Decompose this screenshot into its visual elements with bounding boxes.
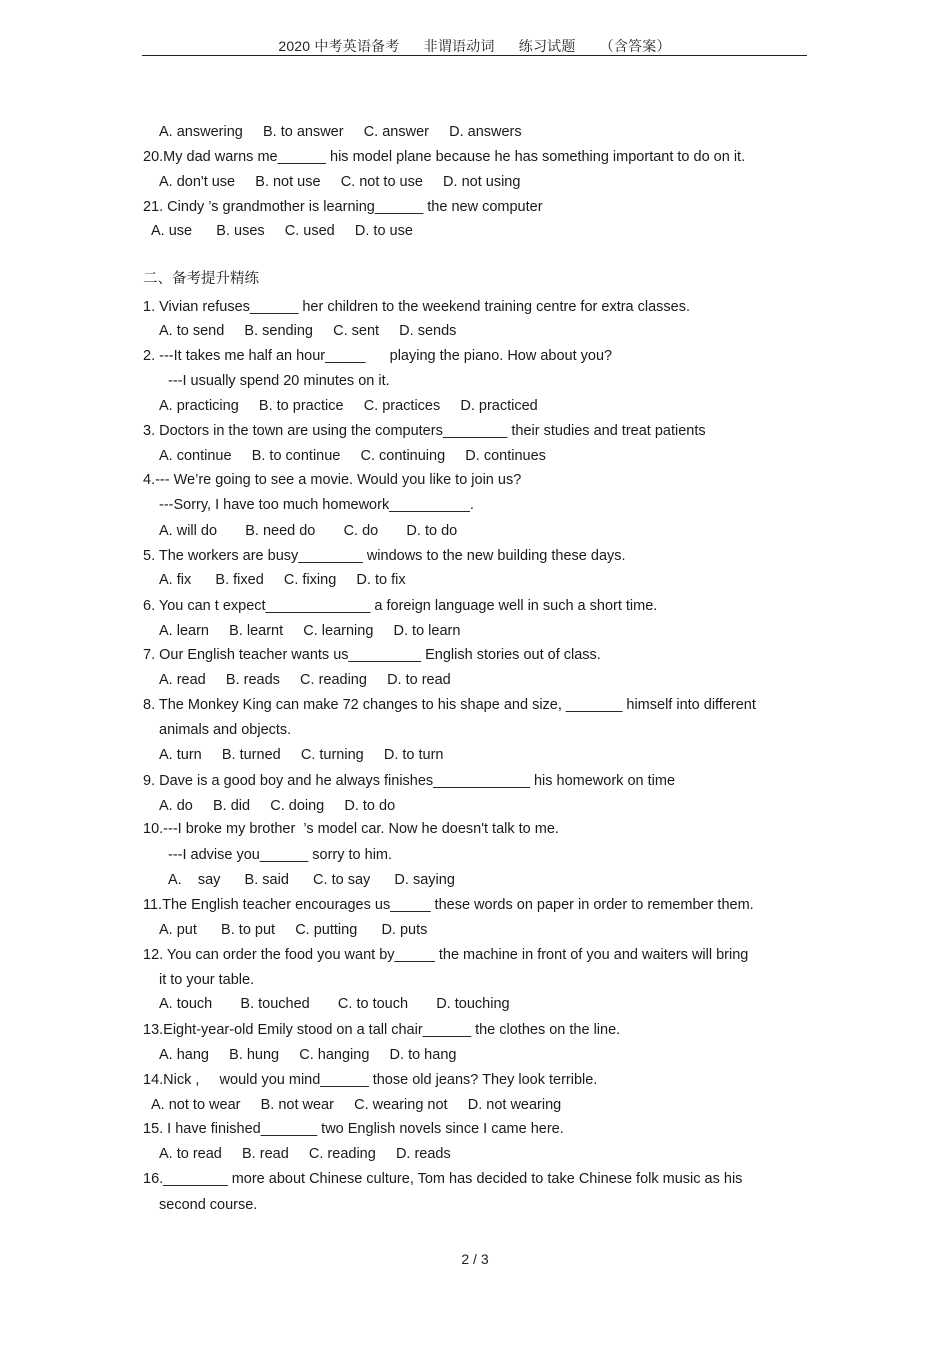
question-line: 8. The Monkey King can make 72 changes to his shape and size, _______ himself into different bbox=[143, 697, 756, 713]
options-line: A. will do B. need do C. do D. to do bbox=[159, 523, 458, 539]
options-line: A. to read B. read C. reading D. reads bbox=[159, 1146, 451, 1162]
question-line: 11.The English teacher encourages us_____ these words on paper in order to remember them. bbox=[143, 897, 754, 913]
question-line: 21. Cindy ’s grandmother is learning______ the new computer bbox=[143, 199, 543, 215]
options-line: A. learn B. learnt C. learning D. to learn bbox=[159, 623, 461, 639]
question-line: 5. The workers are busy________ windows to the new building these days. bbox=[143, 548, 626, 564]
question-line: 15. I have finished_______ two English novels since I came here. bbox=[143, 1121, 564, 1137]
options-line: A. say B. said C. to say D. saying bbox=[168, 872, 455, 888]
options-line: A. practicing B. to practice C. practices D. practiced bbox=[159, 398, 538, 414]
question-line: 6. You can t expect_____________ a foreign language well in such a short time. bbox=[143, 598, 658, 614]
question-line: 9. Dave is a good boy and he always finishes____________ his homework on time bbox=[143, 773, 676, 789]
question-line: 10.---I broke my brother ’s model car. Now he doesn't talk to me. bbox=[143, 821, 559, 837]
header-title: 2020 中考英语备考 bbox=[278, 38, 400, 54]
question-line: 16.________ more about Chinese culture, Tom has decided to take Chinese folk music as his bbox=[143, 1171, 743, 1187]
options-line: A. use B. uses C. used D. to use bbox=[151, 223, 413, 239]
question-line: it to your table. bbox=[159, 972, 255, 988]
question-line: 1. Vivian refuses______ her children to the weekend training centre for extra classes. bbox=[143, 299, 691, 315]
question-line: 7. Our English teacher wants us_________ English stories out of class. bbox=[143, 647, 601, 663]
question-line: 20.My dad warns me______ his model plane because he has something important to do on it. bbox=[143, 149, 746, 165]
options-line: A. continue B. to continue C. continuing D. continues bbox=[159, 448, 546, 464]
question-line: second course. bbox=[159, 1197, 258, 1213]
question-line: 4.--- We’re going to see a movie. Would you like to join us? bbox=[143, 472, 522, 488]
header-topic: 非谓语动词 bbox=[423, 38, 495, 54]
header-type: 练习试题 bbox=[518, 38, 576, 54]
options-line: A. read B. reads C. reading D. to read bbox=[159, 672, 451, 688]
options-line: A. answering B. to answer C. answer D. answers bbox=[159, 124, 522, 140]
section-heading: 二、备考提升精练 bbox=[143, 271, 259, 287]
page-number: 2 / 3 bbox=[461, 1251, 489, 1267]
question-line: 12. You can order the food you want by_____ the machine in front of you and waiters will bring bbox=[143, 947, 749, 963]
question-line: 2. ---It takes me half an hour_____ playing the piano. How about you? bbox=[143, 348, 613, 364]
options-line: A. put B. to put C. putting D. puts bbox=[159, 922, 428, 938]
options-line: A. to send B. sending C. sent D. sends bbox=[159, 323, 457, 339]
options-line: A. not to wear B. not wear C. wearing not D. not wearing bbox=[151, 1097, 562, 1113]
question-line: ---Sorry, I have too much homework__________. bbox=[159, 497, 474, 513]
header-rule bbox=[142, 55, 807, 56]
options-line: A. turn B. turned C. turning D. to turn bbox=[159, 747, 444, 763]
options-line: A. hang B. hung C. hanging D. to hang bbox=[159, 1047, 457, 1063]
question-line: ---I usually spend 20 minutes on it. bbox=[168, 373, 390, 389]
options-line: A. don't use B. not use C. not to use D. not using bbox=[159, 174, 521, 190]
question-line: 13.Eight-year-old Emily stood on a tall chair______ the clothes on the line. bbox=[143, 1022, 621, 1038]
page-header bbox=[142, 36, 807, 56]
options-line: A. touch B. touched C. to touch D. touching bbox=[159, 996, 510, 1012]
question-line: 14.Nick , would you mind______ those old jeans? They look terrible. bbox=[143, 1072, 598, 1088]
options-line: A. do B. did C. doing D. to do bbox=[159, 798, 396, 814]
question-line: animals and objects. bbox=[159, 722, 292, 738]
question-line: 3. Doctors in the town are using the computers________ their studies and treat patients bbox=[143, 423, 706, 439]
options-line: A. fix B. fixed C. fixing D. to fix bbox=[159, 572, 406, 588]
header-note: （含答案） bbox=[599, 38, 671, 54]
question-line: ---I advise you______ sorry to him. bbox=[168, 847, 393, 863]
